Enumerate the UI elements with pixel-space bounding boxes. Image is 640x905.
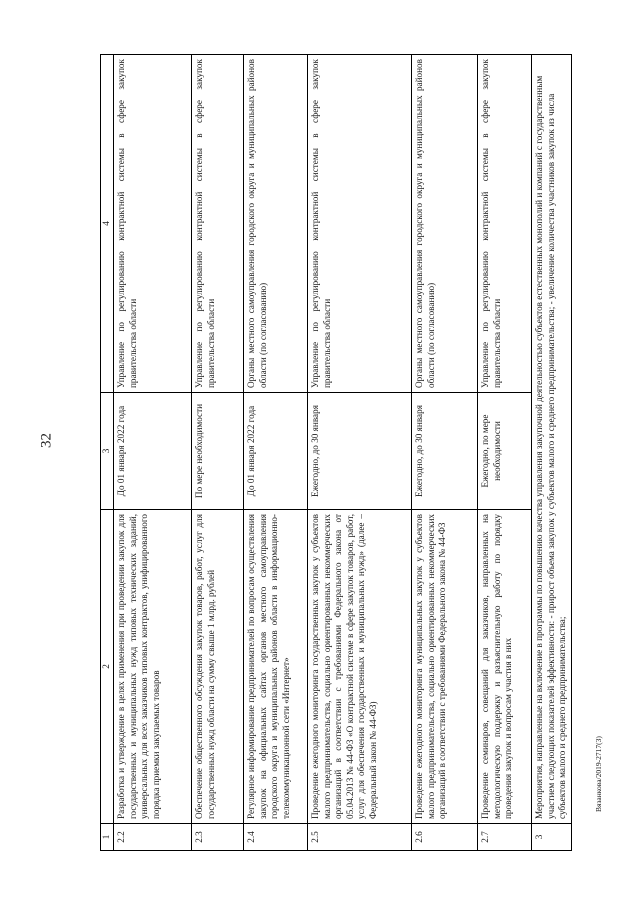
table-row [412,55,478,851]
section-row [532,55,572,851]
table-row [244,55,308,851]
header-row [101,55,114,851]
row-deadline: До 01 января 2022 года [114,393,192,510]
row-responsible: Управление по регулированию контрактной системы в сфере закупок правительства области [114,55,192,393]
row-number: 2.3 [192,824,244,851]
row-deadline: До 01 января 2022 года [244,393,308,510]
row-number: 2.6 [412,824,478,851]
row-number: 2.7 [478,824,532,851]
table-row [192,55,244,851]
row-number: 2.2 [114,824,192,851]
page-number: 32 [38,433,55,448]
header-col-1: 1 [101,824,114,851]
header-col-4: 4 [101,55,114,393]
row-number: 2.5 [308,824,412,851]
document-code: Вязанкова/2019-2717(3) [594,736,603,812]
table-row [308,55,412,851]
row-action: Проведение семинаров, совещаний для заказчиков, направленных на методологическую поддержку и разъяснительную работу по порядку проведения закупок и вопросам участия в них [478,510,532,824]
row-responsible: Органы местного самоуправления городского округа и муниципальных районов области (по согласованию) [244,55,308,393]
row-deadline: Ежегодно, до 30 января [412,393,478,510]
row-action: Разработка и утверждение в целях применения при проведении закупок для государственных и муниципальных нужд типовых технических заданий, универсальных для всех заказчиков типовых контрактов, унифицированного порядка приемки закупаемых товаров [114,510,192,824]
section-text: Мероприятия, направленные на включение в программы по повышению качества управления закупочной деятельностью субъектов естественных монополий и компаний с государственным участием следующих показателей эффективности: - прирост объема закупок у субъектов малого и среднего предпринимательства; - увеличение количества участников закупок из числа субъектов малого и среднего предпринимательства; [532,55,572,824]
header-col-3: 3 [101,393,114,510]
row-responsible: Управление по регулированию контрактной системы в сфере закупок правительства области [308,55,412,393]
row-action: Регулярное информирование предпринимателей по вопросам осуществления закупок на официальных сайтах органов местного самоуправления городского округа и муниципальных районов области в информационно-телекоммуникационной сети «Интернет» [244,510,308,824]
row-action: Обеспечение общественного обсуждения закупок товаров, работ, услуг для государственных нужд области на сумму свыше 1 млрд. рублей [192,510,244,824]
table-row [478,55,532,851]
row-deadline: Ежегодно, по мере необходимости [478,393,532,510]
row-responsible: Управление по регулированию контрактной системы в сфере закупок правительства области [478,55,532,393]
header-col-2: 2 [101,510,114,824]
plan-table [100,54,572,851]
row-deadline: Ежегодно, до 30 января [308,393,412,510]
row-number: 2.4 [244,824,308,851]
plan-table-wrapper [100,55,568,851]
row-action: Проведение ежегодного мониторинга государственных закупок у субъектов малого предпринимательства, социально ориентированных некоммерческих организаций в соответствии с требованиями Федерального закона от 05.04.2013 № 44-ФЗ «О контрактной системе в сфере закупок товаров, работ, услуг для обеспечения государственных и муниципальных нужд» (далее – Федеральный закон № 44-ФЗ) [308,510,412,824]
row-action: Проведение ежегодного мониторинга муниципальных закупок у субъектов малого предпринимательства, социально ориентированных некоммерческих организаций в соответствии с требованиями Федерального закона № 44-ФЗ [412,510,478,824]
table-row [114,55,192,851]
row-responsible: Органы местного самоуправления городского округа и муниципальных районов области (по согласованию) [412,55,478,393]
row-responsible: Управление по регулированию контрактной системы в сфере закупок правительства области [192,55,244,393]
section-number: 3 [532,824,572,851]
row-deadline: По мере необходимости [192,393,244,510]
